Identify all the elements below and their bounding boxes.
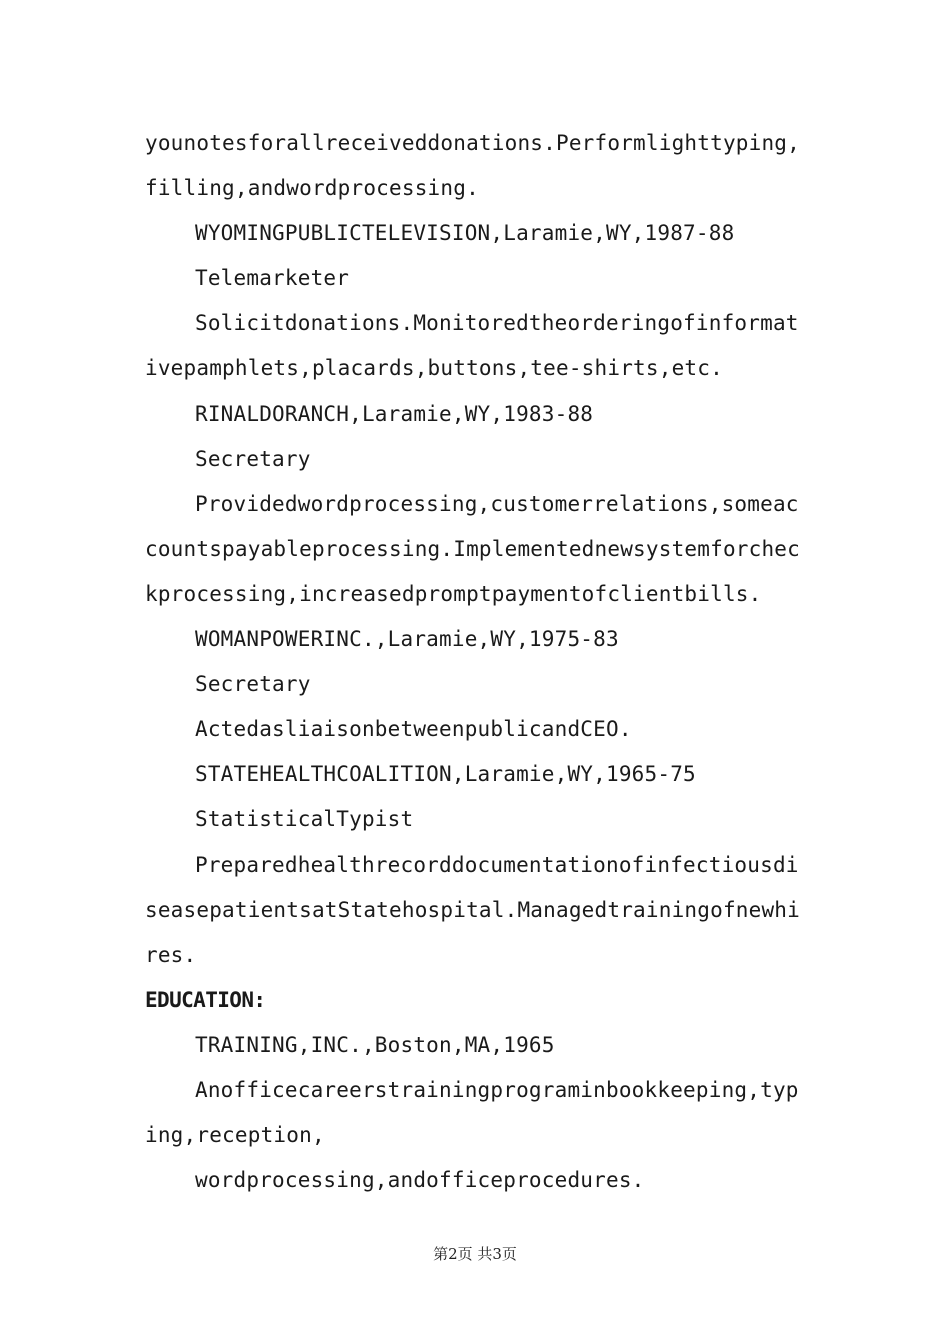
- employer-line: RINALDORANCH,Laramie,WY,1983-88: [195, 402, 594, 426]
- job-title: Secretary: [195, 672, 311, 696]
- section-heading-education: EDUCATION:: [145, 988, 266, 1012]
- text-line: filling,andwordprocessing.: [145, 176, 479, 200]
- job-title: Telemarketer: [195, 266, 350, 290]
- text-line: kprocessing,increasedpromptpaymentofclientbills.: [145, 582, 762, 606]
- text-line: countspayableprocessing.Implementednewsystemforchec: [145, 537, 800, 561]
- page-footer: 第2页 共3页: [433, 1245, 517, 1263]
- job-title: StatisticalTypist: [195, 807, 414, 831]
- text-line: Solicitdonations.Monitoredtheorderingofinformat: [195, 311, 799, 335]
- text-line: Anofficecareerstrainingprograminbookkeeping,typ: [195, 1078, 799, 1102]
- text-line: Preparedhealthrecorddocumentationofinfectiousdi: [195, 853, 799, 877]
- text-line: wordprocessing,andofficeprocedures.: [195, 1168, 645, 1192]
- employer-line: TRAINING,INC.,Boston,MA,1965: [195, 1033, 555, 1057]
- text-line: seasepatientsatStatehospital.Managedtrainingofnewhi: [145, 898, 800, 922]
- text-line: Providedwordprocessing,customerrelations,someac: [195, 492, 799, 516]
- text-line: ing,reception,: [145, 1123, 325, 1147]
- text-line: ivepamphlets,placards,buttons,tee-shirts,etc.: [145, 356, 723, 380]
- employer-line: WOMANPOWERINC.,Laramie,WY,1975-83: [195, 627, 619, 651]
- text-line: younotesforallreceiveddonations.Performlighttyping,: [145, 131, 800, 155]
- text-line: res.: [145, 943, 197, 967]
- job-title: Secretary: [195, 447, 311, 471]
- employer-line: STATEHEALTHCOALITION,Laramie,WY,1965-75: [195, 762, 696, 786]
- employer-line: WYOMINGPUBLICTELEVISION,Laramie,WY,1987-88: [195, 221, 735, 245]
- text-line: ActedasliaisonbetweenpublicandCEO.: [195, 717, 632, 741]
